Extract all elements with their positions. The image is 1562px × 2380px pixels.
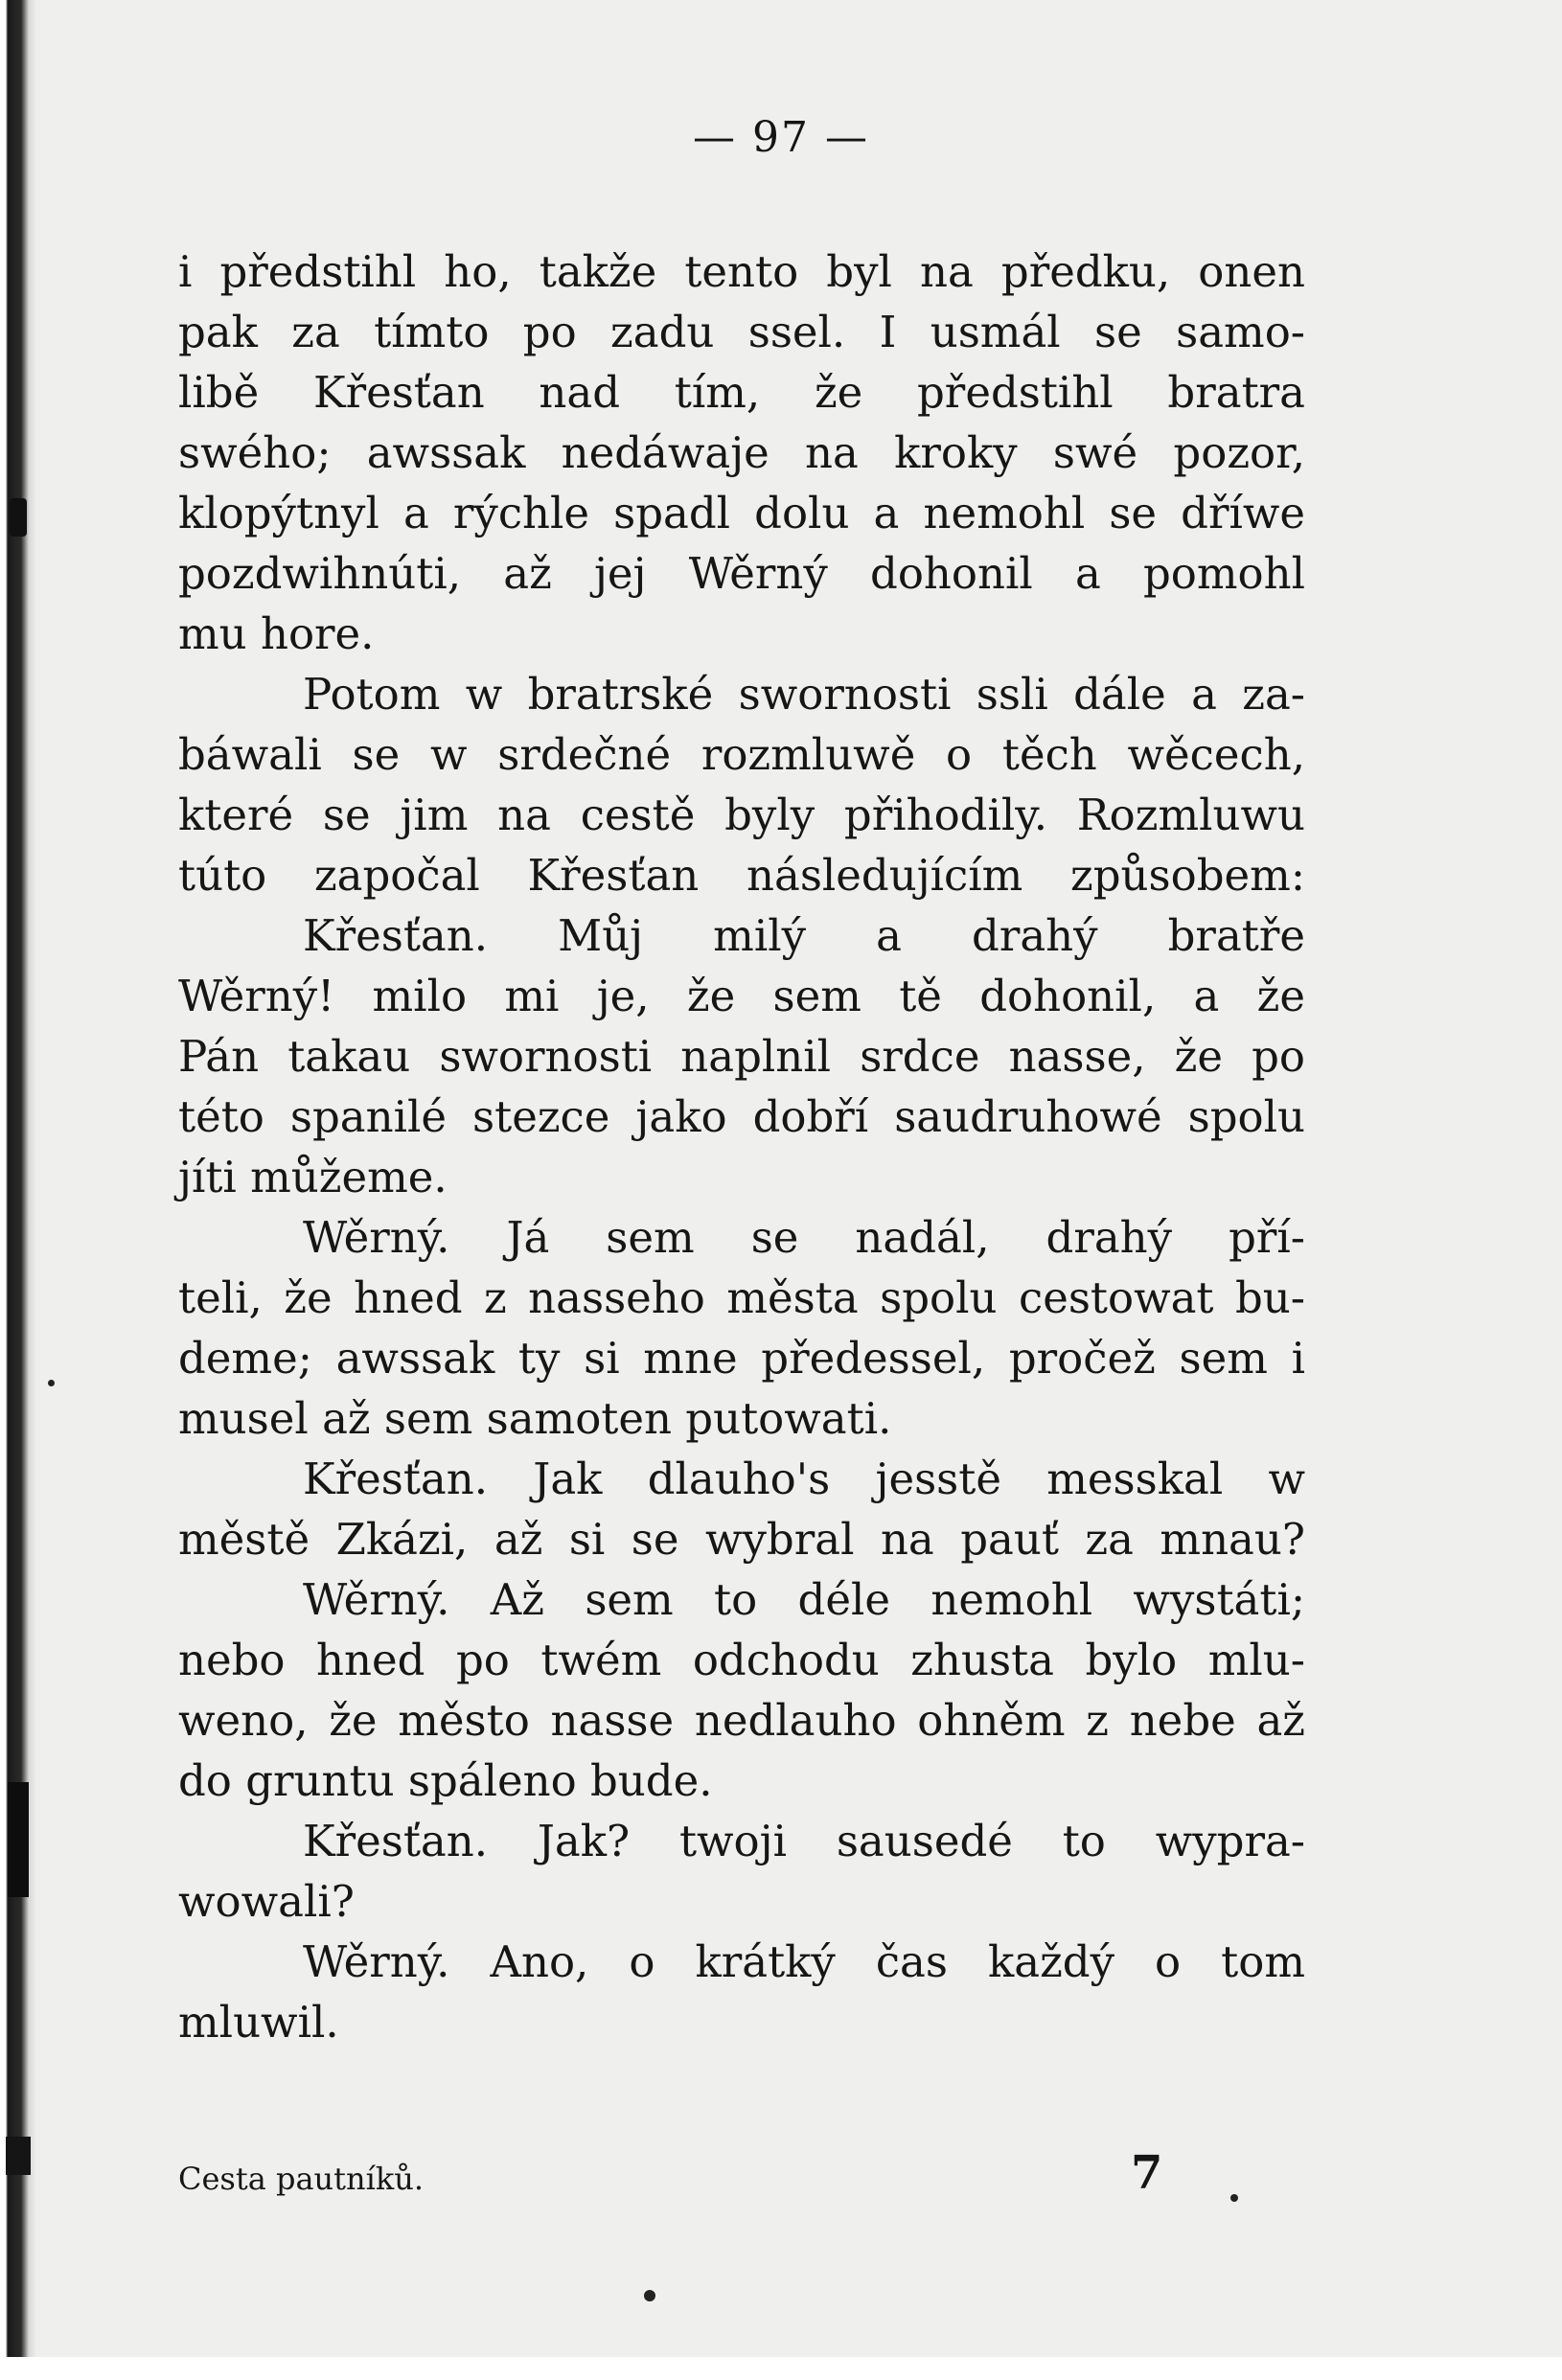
signature-line: Cesta pautníků. xyxy=(178,2161,424,2197)
ink-speck xyxy=(1230,2194,1238,2202)
body-text xyxy=(178,241,1305,2052)
text-line: městě Zkázi, až si se wybral na pauť za mnau? xyxy=(178,1514,1305,1565)
text-line: Wěrný. Já sem se nadál, drahý pří- xyxy=(303,1212,1305,1263)
text-line: klopýtnyl a rýchle spadl dolu a nemohl se dříwe xyxy=(178,488,1305,538)
text-line: nebo hned po twém odchodu zhusta bylo mlu- xyxy=(178,1635,1305,1685)
text-line: jíti můžeme. xyxy=(178,1152,448,1202)
text-line: Křesťan. Jak? twoji sausedé to wypra- xyxy=(303,1816,1305,1866)
text-line: pozdwihnúti, až jej Wěrný dohonil a pomohl xyxy=(178,548,1305,599)
binding-mark xyxy=(6,2137,31,2175)
scan-border xyxy=(0,2357,1562,2380)
text-line: Křesťan. Jak dlauho's jesstě messkal w xyxy=(303,1453,1305,1504)
text-line: mluwil. xyxy=(178,1997,339,2048)
text-line: této spanilé stezce jako dobří saudruhowé spolu xyxy=(178,1091,1305,1142)
ink-speck xyxy=(644,2290,655,2301)
text-line: Potom w bratrské swornosti ssli dále a za- xyxy=(303,669,1305,720)
sheet-mark: 7 xyxy=(1131,2146,1163,2200)
text-line: libě Křesťan nad tím, že předstihl bratra xyxy=(178,367,1305,418)
text-line: pak za tímto po zadu ssel. I usmál se samo- xyxy=(178,307,1305,357)
text-line: mu hore. xyxy=(178,608,375,659)
text-line: Křesťan. Můj milý a drahý bratře xyxy=(303,910,1305,961)
page-number: — 97 — xyxy=(693,113,869,162)
text-line: swého; awssak nedáwaje na kroky swé pozor, xyxy=(178,427,1305,478)
text-line: wowali? xyxy=(178,1876,355,1927)
text-line: do gruntu spáleno bude. xyxy=(178,1755,713,1806)
binding-mark xyxy=(8,1782,29,1897)
text-line: túto započal Křesťan následujícím způsobem: xyxy=(178,850,1305,901)
text-line: teli, že hned z nasseho města spolu cestowat bu- xyxy=(178,1272,1305,1323)
text-line: musel až sem samoten putowati. xyxy=(178,1393,892,1444)
ink-speck xyxy=(48,1380,55,1386)
text-line: Wěrný. Až sem to déle nemohl wystáti; xyxy=(303,1574,1305,1625)
text-line: weno, že město nasse nedlauho ohněm z nebe až xyxy=(178,1695,1305,1746)
text-line: které se jim na cestě byly přihodily. Rozmluwu xyxy=(178,790,1305,840)
text-line: Wěrný! milo mi je, že sem tě dohonil, a že xyxy=(178,971,1305,1021)
text-line: Pán takau swornosti naplnil srdce nasse, že po xyxy=(178,1031,1305,1082)
text-line: i předstihl ho, takže tento byl na předku, onen xyxy=(178,246,1305,297)
text-line: Wěrný. Ano, o krátký čas každý o tom xyxy=(303,1936,1305,1987)
text-line: báwali se w srdečné rozmluwě o těch wěcech, xyxy=(178,729,1305,780)
binding-mark xyxy=(10,498,27,537)
text-line: deme; awssak ty si mne předessel, pročež sem i xyxy=(178,1333,1305,1384)
binding-edge xyxy=(0,0,36,2380)
